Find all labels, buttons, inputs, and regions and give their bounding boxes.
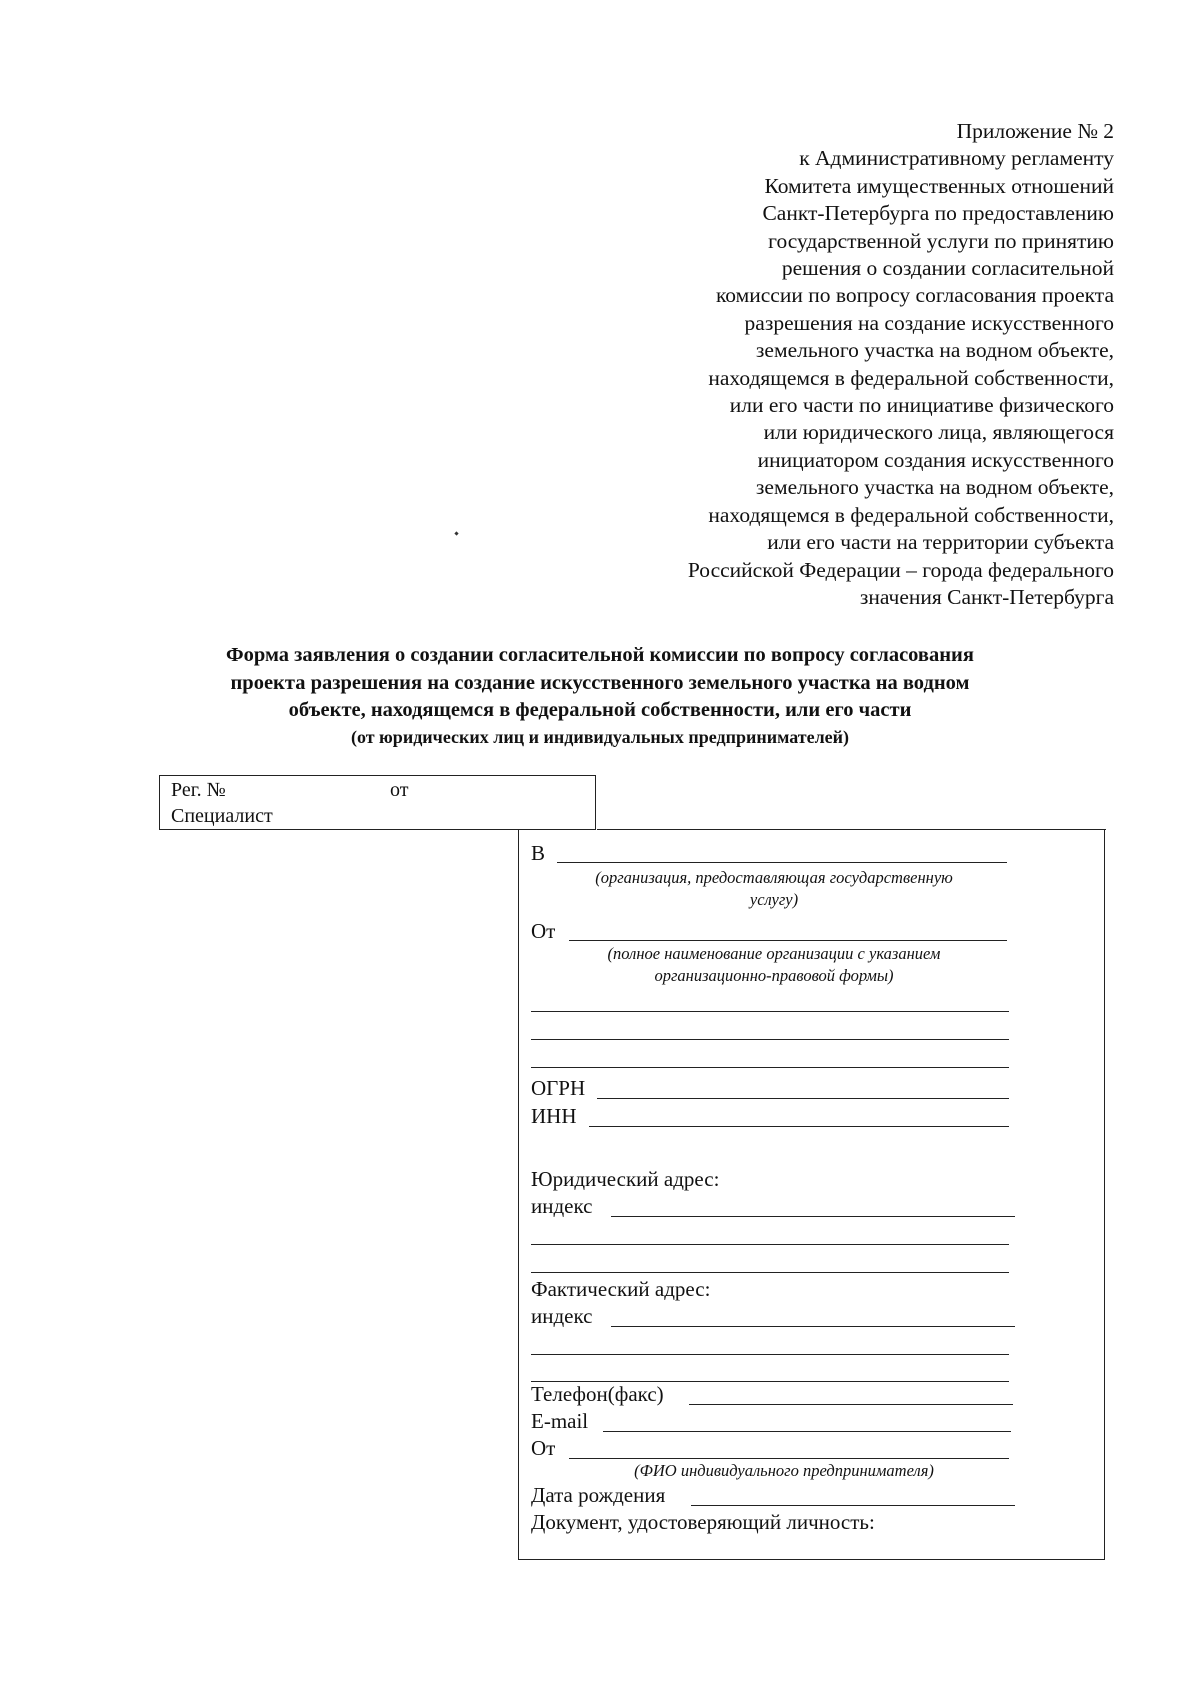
actual-address-label: Фактический адрес: [531, 1277, 711, 1301]
ogrn-field[interactable] [597, 1098, 1009, 1099]
email-field[interactable] [603, 1431, 1011, 1432]
phone-label: Телефон(факс) [531, 1382, 664, 1406]
form-title-line: Форма заявления о создании согласительной комиссии по вопросу согласования [226, 644, 974, 666]
from-person-hint: (ФИО индивидуального предпринимателя) [634, 1461, 934, 1480]
appendix-line: инициатором создания искусственного [757, 447, 1114, 472]
appendix-line: к Административному регламенту [799, 146, 1114, 171]
to-label: В [531, 841, 546, 865]
from-label: От [531, 919, 556, 943]
reg-number-label: Рег. № [171, 779, 226, 801]
org-name-line-1[interactable] [531, 1011, 1009, 1012]
appendix-line: комиссии по вопросу согласования проекта [715, 283, 1114, 308]
from-hint [539, 943, 1009, 987]
appendix-line: государственной услуги по принятию [768, 228, 1114, 253]
to-field[interactable] [557, 862, 1007, 863]
ogrn-label: ОГРН [531, 1076, 586, 1100]
legal-address-label: Юридический адрес: [531, 1167, 720, 1191]
inn-label: ИНН [531, 1104, 577, 1128]
reg-date-label: от [390, 779, 409, 801]
appendix-line: Санкт-Петербурга по предоставлению [762, 201, 1114, 226]
specialist-label: Специалист [171, 805, 273, 827]
actual-index-label: индекс [531, 1304, 593, 1328]
appendix-line: находящемся в федеральной собственности, [708, 502, 1114, 527]
appendix-line: Российской Федерации – города федерального [687, 557, 1114, 582]
birth-date-label: Дата рождения [531, 1483, 666, 1507]
birth-date-field[interactable] [691, 1505, 1015, 1506]
form-title-line: объекте, находящемся в федеральной собственности, или его части [288, 699, 912, 721]
appendix-line: значения Санкт-Петербурга [859, 584, 1114, 609]
to-hint-line: услугу) [749, 890, 799, 909]
from-person-field[interactable] [569, 1458, 1009, 1459]
appendix-header [494, 118, 1114, 611]
form-title [100, 642, 1100, 750]
org-name-line-2[interactable] [531, 1039, 1009, 1040]
appendix-line: земельного участка на водном объекте, [755, 338, 1114, 363]
actual-address-line-1[interactable] [531, 1354, 1009, 1355]
from-hint-line: (полное наименование организации с указанием [607, 944, 941, 963]
to-hint [539, 867, 1009, 911]
phone-field[interactable] [689, 1404, 1013, 1405]
org-name-line-3[interactable] [531, 1067, 1009, 1068]
actual-index-field[interactable] [611, 1326, 1015, 1327]
inn-field[interactable] [589, 1126, 1009, 1127]
appendix-line: разрешения на создание искусственного [744, 310, 1114, 335]
appendix-line: земельного участка на водном объекте, [755, 475, 1114, 500]
to-hint-line: (организация, предоставляющая государственную [595, 868, 953, 887]
registration-box [159, 775, 596, 830]
scan-speck [454, 531, 458, 535]
from-field[interactable] [569, 940, 1007, 941]
appendix-line: или юридического лица, являющегося [763, 420, 1114, 445]
appendix-line: или его части на территории субъекта [767, 530, 1114, 555]
from-hint-line: организационно-правовой формы) [654, 966, 894, 985]
form-subtitle: (от юридических лиц и индивидуальных предпринимателей) [350, 726, 850, 747]
id-document-label: Документ, удостоверяющий личность: [531, 1510, 875, 1534]
appendix-line: Комитета имущественных отношений [764, 173, 1114, 198]
form-title-line: проекта разрешения на создание искусственного земельного участка на водном [230, 671, 970, 694]
legal-index-label: индекс [531, 1194, 593, 1218]
application-box [518, 829, 1105, 1560]
appendix-line: находящемся в федеральной собственности, [708, 365, 1114, 390]
legal-address-line-2[interactable] [531, 1272, 1009, 1273]
from-person-label: От [531, 1436, 556, 1460]
appendix-line: Приложение № 2 [956, 119, 1114, 143]
email-label: E-mail [531, 1409, 589, 1433]
appendix-line: решения о создании согласительной [781, 256, 1114, 281]
appendix-line: или его части по инициативе физического [729, 393, 1114, 418]
legal-address-line-1[interactable] [531, 1244, 1009, 1245]
legal-index-field[interactable] [611, 1216, 1015, 1217]
